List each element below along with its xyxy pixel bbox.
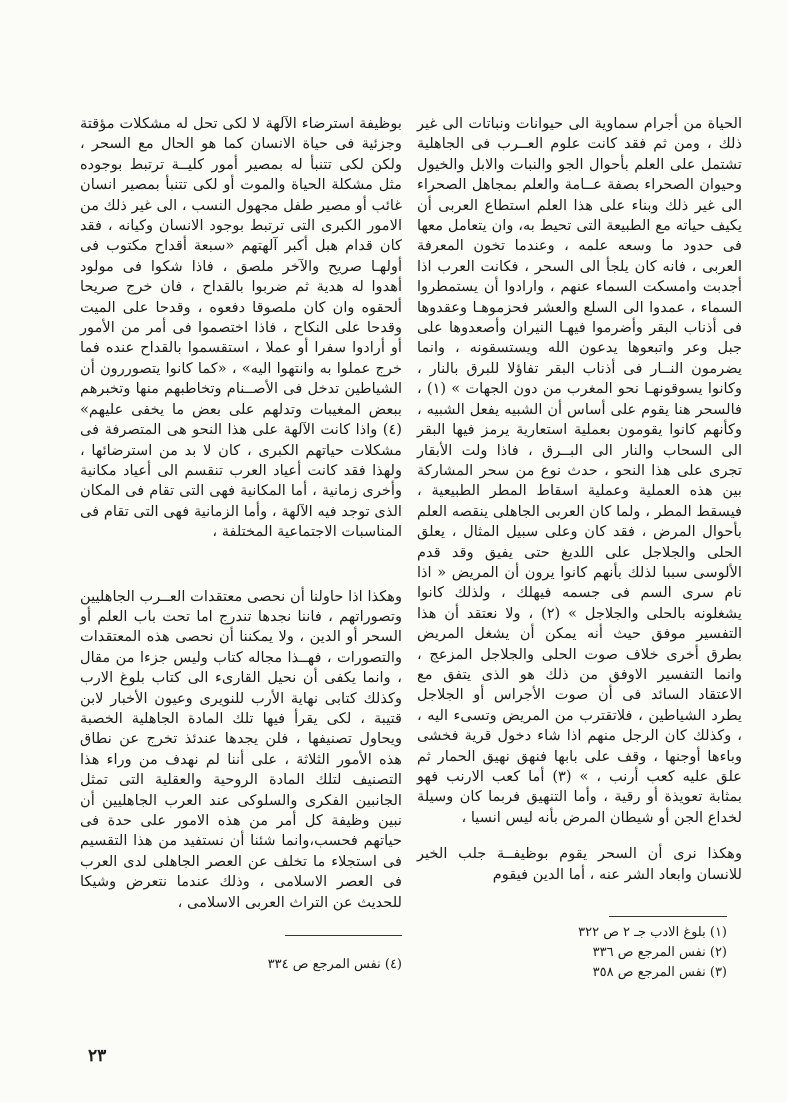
- footnote-4: (٤) نفس المرجع ص ٣٣٤: [267, 957, 402, 972]
- right-paragraph-1: الحياة من أجرام سماوية الى حيوانات ونباتات الى غير ذلك ، ومن ثم فقد كانت علوم العــرب فى الجاهلية تشتمل على العلم بأحوال الجو والنبات والابل والخيول وحيوان الصحراء بصفة عــامة والعلم بمجاهل الصحراء الى غير ذلك وبناء على هذا العلم استطاع العربى أن يكيف حياته مع الطبيعة التى تحيط به، وان يتعامل معها فى حدود ما وسعه علمه ، وعندما تخون المعرفة العربى ، فانه كان يلجأ الى السحر ، فكانت العرب اذا أجدبت وامسكت السماء عنهم ، وارادوا أن يستمطروا السماء ، عمدوا الى السلع والعشر فحزموهـا وعقدوها فى أذناب البقر وأضرموا فيهـا النيران وأصعدوها على جبل وعر واتبعوها يدعون الله ويستسقونه ، وانما يضرمون النــار فى أذناب البقر تفاؤلا للبرق بالنار ، وكانوا يسوقونهـا نحو المغرب من دون الجهات » (١) ، فالسحر هنا يقوم على أساس أن الشبيه يفعل الشبيه ، وكأنهم كانوا يقومون بعملية استعارية يرمز فيها البقر الى السحاب والنار الى البــرق ، فاذا ولت الأبقار تجرى على هذا النحو ، حدث نوع من سحر المشاركة بين هذه العملية وعملية اسقاط المطر الطبيعية ، فيسقط المطر ، ولما كان العربى الجاهلى ينقصه العلم بأحوال المرض ، فقد كان وعلى سبيل المثال ، يعلق الحلى والجلاجل على اللديغ حتى يفيق وقد قدم الألوسى سببا لذلك بأنهم كانوا يرون أن المريض « اذا نام سرى السم فى جسمه فيهلك ، ولذلك كانوا يشغلونه بالحلى والجلاجل » (٢) ، ولا نعتقد أن هذا التفسير موفق حيث أنه يمكن أن يشغل المريض بطرق أخرى خلاف صوت الحلى والجلاجل المزعج ، وانما التفسير الاوفق من ذلك هو الذى يتفق مع الاعتقاد السائد فى أن صوت الأجراس أو الجلاجل يطرد الشياطين ، فلاتقترب من المريض وتسىء اليه ، ، وكذلك كان الرجل منهم اذا شاء دخول قرية فخشى وباءها أوجنها ، وقف على بابها فنهق نهيق الحمار ثم علق عليه كعب أرنب ، » (٣) أما كعب الارنب فهو بمثابة تعويذة أو رقية ، وأما التنهيق فربما كان وسيلة لخداع الجن أو شيطان المرض بأنه ليس انسيا ،: [417, 115, 742, 826]
- footnote-2: (٢) نفس المرجع ص ٣٣٦: [592, 945, 727, 960]
- left-paragraph-1: بوظيفة استرضاء الآلهة لا لكى تحل له مشكلات مؤقتة وجزئية فى حياة الانسان كما هو الحال مع السحر ، ولكن لكى تتنبأ له بمصير أمور كليــة ترتبط بوجوده مثل مشكلة الحياة والموت أو لكى تتنبأ بمصير انسان غائب أو مصير طفل مجهول النسب ، الى غير ذلك من الامور الكبرى التى ترتبط بوجود الانسان وكيانه ، فقد كان قدام هبل أكبر آلهتهم «سبعة أقداح مكتوب فى أولهـا صريح والآخر ملصق ، فاذا شكوا فى مولود أهدوا له هدية ثم ضربوا بالقداح ، فان خرج صريحا ألحقوه وان كان ملصوقا دفعوه ، وقدحا على الميت وقدحا على النكاح ، فاذا اختصموا فى أمر من الأمور أو أرادوا سفرا أو عملا ، استقسموا بالقداح عنده فما خرج عملوا به وانتهوا اليه» ، «كما كانوا يتصوررون أن الشياطين تدخل فى الأصــنام وتخاطبهم منها وتخبرهم ببعض المغيبات وتدلهم على بعض ما يخفى عليهم» (٤) واذا كانت الآلهة على هذا النحو هى المتصرفة فى مشكلات حياتهم الكبرى ، كان لا بد من استرضائها ، ولهذا فقد كانت أعياد العرب تنقسم الى أعياد مكانية وأخرى زمانية ، أما المكانية فهى التى تقام فى المكان الذى توجد فيه الآلهة ، وأما الزمانية فهى التى تقام فى المناسبات الاجتماعية المختلفة ،: [80, 115, 402, 541]
- footnote-divider-right: [609, 916, 727, 917]
- left-paragraph-2: وهكذا اذا حاولنا أن نحصى معتقدات العــرب الجاهليين وتصوراتهم ، فاننا نجدها تندرج اما تحت باب العلم أو السحر أو الدين ، ولا يمكننا أن نحصى هذه المعتقدات والتصورات ، فهــذا مجاله كتاب وليس جزءا من مقال ، وانما يكفى أن نحيل القارىء الى كتاب بلوغ الارب وكذلك كتابى نهاية الأرب للنويرى وعيون الأخبار لابن قتيبة ، لكى يقرأ فيها تلك المادة الجاهلية الخصبة ويحاول تصنيفها ، فلن يجدها عندئذ تخرج عن نطاق هذه الأمور الثلاثة ، على أننا لم نهدف من وراء هذا التصنيف لتلك المادة الروحية والعقلية التى تمثل الجانبين الفكرى والسلوكى عند العرب الجاهليين أن نبين وظيفة كل أمر من هذه الامور على حدة فى حياتهم فحسب،وانما شئنا أن نستفيد من هذا التقسيم فى استجلاء ما تخلف عن العصر الجاهلى لدى العرب فى العصر الاسلامى ، وذلك عندما نتعرض وشيكا للحديث عن التراث العربى الاسلامى ،: [80, 587, 402, 911]
- right-text-column: [417, 114, 742, 885]
- footnotes-right: [420, 923, 727, 983]
- left-text-column: [80, 114, 402, 913]
- footnotes-left: [150, 955, 402, 975]
- footnote-1: (١) بلوغ الادب جـ ٢ ص ٣٢٢: [578, 925, 727, 940]
- right-paragraph-2: وهكذا نرى أن السحر يقوم بوظيفــة جلب الخير للانسان وابعاد الشر عنه ، أما الدين فيقوم: [417, 845, 742, 883]
- footnote-3: (٣) نفس المرجع ص ٣٥٨: [592, 965, 727, 980]
- page-number: ٢٣: [88, 1046, 107, 1066]
- footnote-divider-left: [285, 935, 402, 936]
